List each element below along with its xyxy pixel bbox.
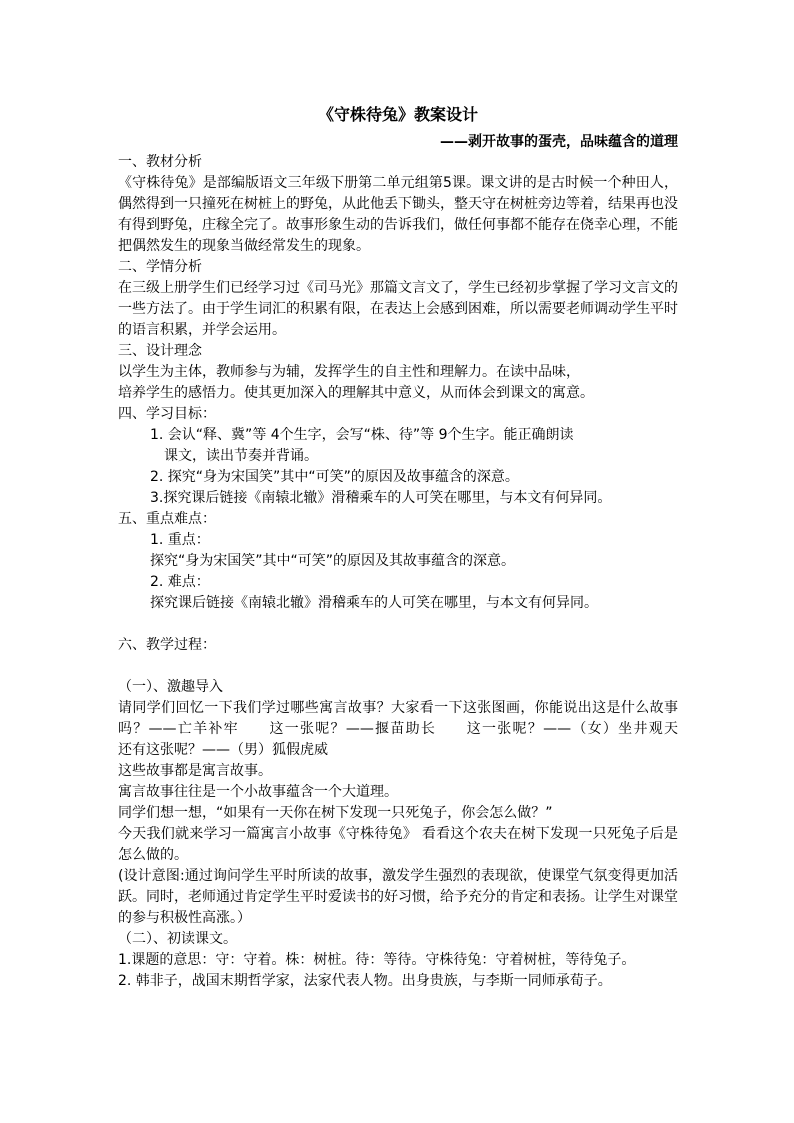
- paragraph-fables: 这些故事都是寓言故事。: [118, 763, 272, 779]
- paragraph-intro-questions: 请同学们回忆一下我们学过哪些寓言故事？大家看一下这张图画，你能说出这是什么故事吗？——亡羊补牢 这一张呢？——揠苗助长 这一张呢？——（女）坐井观天 还有这张呢？——（男）狐假虎威: [118, 700, 734, 758]
- section-body-concept-line2: 培养学生的感悟力。使其更加深入的理解其中意义，从而体会到课文的寓意。: [118, 385, 594, 401]
- paragraph-question: 同学们想一想，“如果有一天你在树下发现一只死兔子，你会怎么做？”: [118, 805, 553, 821]
- section-heading-students: 二、学情分析: [118, 259, 202, 275]
- part-1-heading: （一）、激趣导入: [118, 679, 223, 695]
- section-heading-key-points: 五、重点难点：: [118, 511, 216, 527]
- difficulty-label: 2. 难点：: [150, 574, 210, 590]
- goal-2: 2. 探究“身为宋国笑”其中“可笑”的原因及故事蕴含的深意。: [150, 469, 519, 485]
- section-body-materials: 《守株待兔》是部编版语文三年级下册第二单元组第5课。课文讲的是古时候一个种田人，偶然得到一只撞死在树桩上的野兔，从此他丢下锄头，整天守在树桩旁边等着，结果再也没有得到野兔，庄稼全完了。故事形象生动的告诉我们，做任何事都不能存在侥幸心理，不能把偶然发生的现象当做经常发生的现象。: [118, 175, 678, 254]
- document-title: 《守株待兔》教案设计: [317, 105, 478, 124]
- paragraph-design-intent: (设计意图:通过询问学生平时所读的故事，激发学生强烈的表现欲，使课堂气氛变得更加活跃。同时，老师通过肯定学生平时爱读书的好习惯，给予充分的肯定和表扬。让学生对课堂的参与积极性高涨。）: [118, 868, 678, 926]
- section-heading-process: 六、教学过程：: [118, 637, 216, 653]
- document-subtitle: ——剥开故事的蛋壳，品味蕴含的道理: [440, 134, 678, 150]
- key-point-text: 探究“身为宋国笑”其中“可笑”的原因及其故事蕴含的深意。: [150, 553, 516, 569]
- paragraph-han-feizi: 2. 韩非子，战国末期哲学家，法家代表人物。出身贵族，与李斯一同师承荀子。: [118, 973, 612, 989]
- paragraph-today-lesson: 今天我们就来学习一篇寓言小故事《守株待兔》 看看这个农夫在树下发现一只死兔子后是怎么做的。: [118, 826, 678, 863]
- goal-1-line1: 1. 会认“释、冀”等 4个生字，会写“株、待”等 9个生字。能正确朗读: [150, 427, 574, 443]
- section-body-concept-line1: 以学生为主体，教师参与为辅，发挥学生的自主性和理解力。在读中品味，: [118, 364, 580, 380]
- difficulty-text: 探究课后链接《南辕北辙》滑稽乘车的人可笑在哪里，与本文有何异同。: [150, 595, 598, 611]
- goal-3: 3.探究课后链接《南辕北辙》滑稽乘车的人可笑在哪里，与本文有何异同。: [150, 490, 612, 506]
- paragraph-fable-meaning: 寓言故事往往是一个小故事蕴含一个大道理。: [118, 784, 398, 800]
- key-point-label: 1. 重点：: [150, 532, 210, 548]
- spacer: [118, 656, 678, 677]
- section-heading-concept: 三、设计理念: [118, 343, 202, 359]
- paragraph-title-meaning: 1.课题的意思：守：守着。株：树桩。待：等待。守株待兔：守着树桩，等待兔子。: [118, 952, 636, 968]
- spacer: [118, 614, 678, 635]
- section-heading-materials: 一、教材分析: [118, 154, 202, 170]
- section-heading-goals: 四、学习目标：: [118, 406, 216, 422]
- part-2-heading: （二）、初读课文。: [118, 931, 237, 947]
- goal-1-line2: 课文，读出节奏并背诵。: [164, 448, 318, 464]
- section-body-students: 在三级上册学生们已经学习过《司马光》那篇文言文了，学生已经初步掌握了学习文言文的一些方法了。由于学生词汇的积累有限，在表达上会感到困难，所以需要老师调动学生平时的语言积累，并学会运用。: [118, 280, 678, 338]
- document-page: [118, 104, 734, 992]
